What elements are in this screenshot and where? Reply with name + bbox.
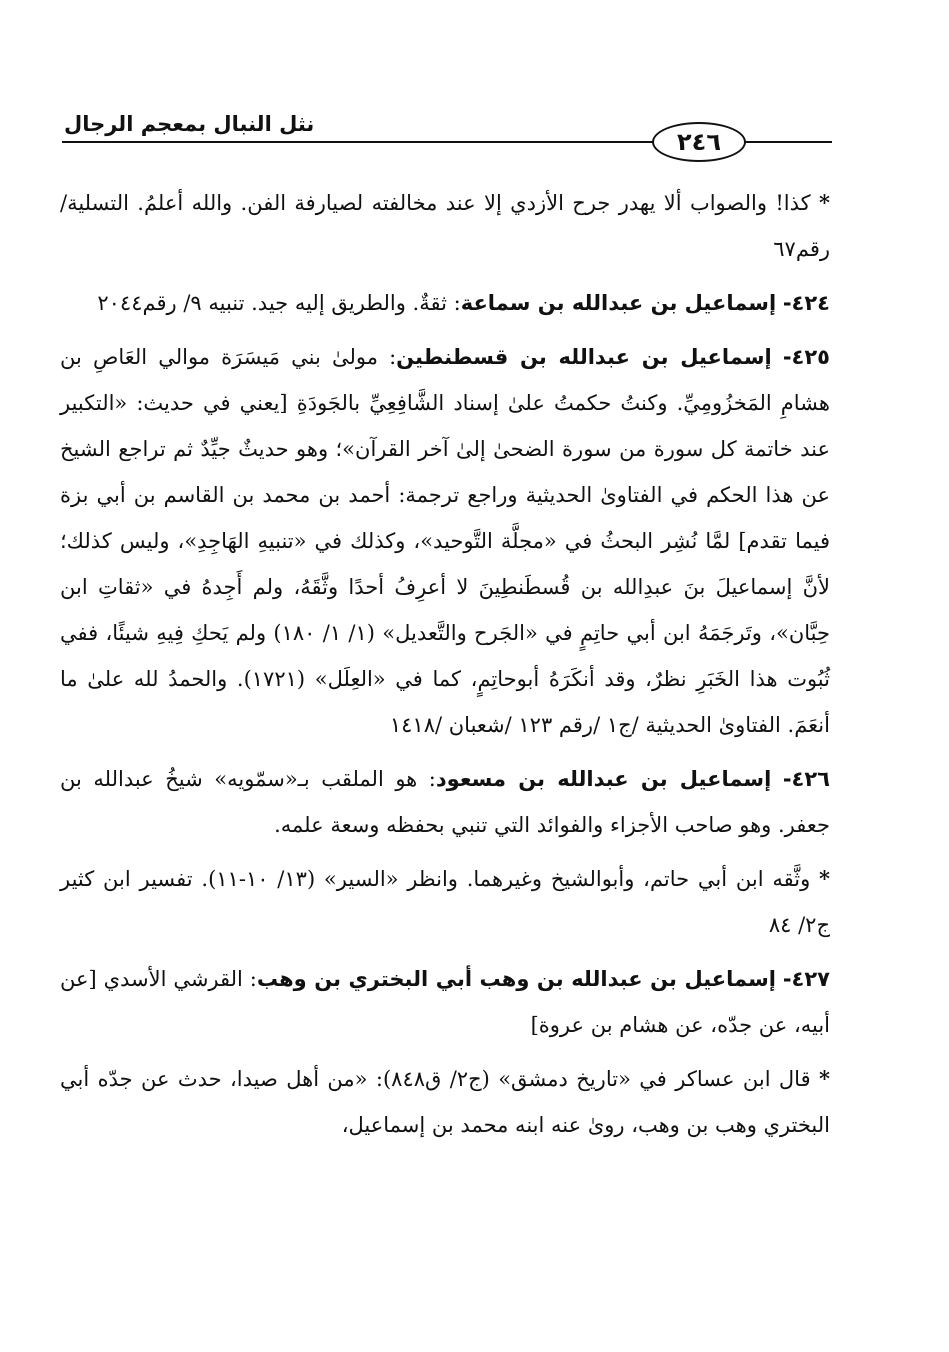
entry-427 [60,956,830,1048]
entry-name: إسماعيل بن عبدالله بن وهب أبي البختري بن وهب [256,967,776,991]
page-body [60,180,830,1156]
entry-number: ٤٢٧- [782,967,830,991]
entry-name: إسماعيل بن عبدالله بن سماعة [460,291,777,315]
entry-424 [60,280,830,326]
note-text: كذا! والصواب ألا يهدر جرح الأزدي إلا عند مخالفته لصيارفة الفن. والله أعلمُ. التسلية/ رقم٦٧ [60,191,830,261]
note-star: * [819,866,830,891]
note-paragraph [60,180,830,272]
entry-number: ٤٢٥- [782,345,830,369]
entry-name: إسماعيل بن عبدالله بن مسعود [435,767,772,791]
note-text: قال ابن عساكر في «تاريخ دمشق» (ج٢/ ق٨٤٨): «من أهل صيدا، حدث عن جدّه أبي البختري وهب بن وهب، روىٰ عنه ابنه محمد بن إسماعيل، [60,1067,830,1137]
entry-number: ٤٢٤- [782,291,830,315]
entry-426 [60,756,830,848]
page-number: ٢٤٦ [652,122,746,162]
note-star: * [819,1066,830,1091]
note-star: * [819,190,830,215]
book-title: نثل النبال بمعجم الرجال [64,112,315,136]
entry-text: : هو الملقب بـ«سمّويه» شيخُ عبدالله بن جعفر. وهو صاحب الأجزاء والفوائد التي تنبي بحفظه وسعة علمه. [60,767,830,837]
note-paragraph [60,856,830,948]
entry-425 [60,334,830,748]
entry-text: : ثقةٌ. والطريق إليه جيد. تنبيه ٩/ رقم٢٠٤٤ [97,291,461,315]
page-header [62,112,832,162]
note-paragraph [60,1056,830,1148]
entry-number: ٤٢٦- [782,767,830,791]
entry-text: : القرشي الأسدي [عن أبيه، عن جدّه، عن هشام بن عروة] [60,967,830,1037]
note-text: وثَّقه ابن أبي حاتم، وأبوالشيخ وغيرهما. وانظر «السير» (١٣/ ١٠-١١). تفسير ابن كثير ج٢/ ٨٤ [60,867,830,937]
entry-text: : مولىٰ بني مَيسَرَة موالي العَاصِ بن هشامِ المَخزُومِيِّ. وكنتُ حكمتُ علىٰ إسناد الشَّافِعِيِّ بالجَودَةِ [يعني في حديث: «التكبير عند خاتمة كل سورة من سورة الضحىٰ إلىٰ آخر القرآن»؛ وهو حديثٌ جيِّدٌ ثم تراجع الشيخ عن هذا الحكم في الفتاوىٰ الحديثية وراجع ترجمة: أحمد بن محمد بن القاسم بن أبي بزة فيما تقدم] لمَّا نُشِر البحثُ في «مجلَّة التَّوحيد»، وكذلك في «تنبيهِ الهَاجِدِ»، وليس كذلك؛ لأنَّ إسماعيلَ بنَ عبدِالله بن قُسطَنطِينَ لا أعرِفُ أحدًا وثَّقَهُ، ولم أَجِدهُ في «ثقاتِ ابن حِبَّان»، وتَرجَمَهُ ابن أبي حاتِمٍ في «الجَرح والتَّعديل» (١/ ١/ ١٨٠) ولم يَحكِ فِيهِ شيئًا، ففي ثُبُوت هذا الخَبَرِ نظرٌ، وقد أنكَرَهُ أبوحاتِمٍ، كما في «العِلَل» (١٧٢١). والحمدُ لله علىٰ ما أنعَمَ. الفتاوىٰ الحديثية /ج١ /رقم ١٢٣ /شعبان /١٤١٨ [60,345,830,737]
entry-name: إسماعيل بن عبدالله بن قسطنطين [396,345,772,369]
